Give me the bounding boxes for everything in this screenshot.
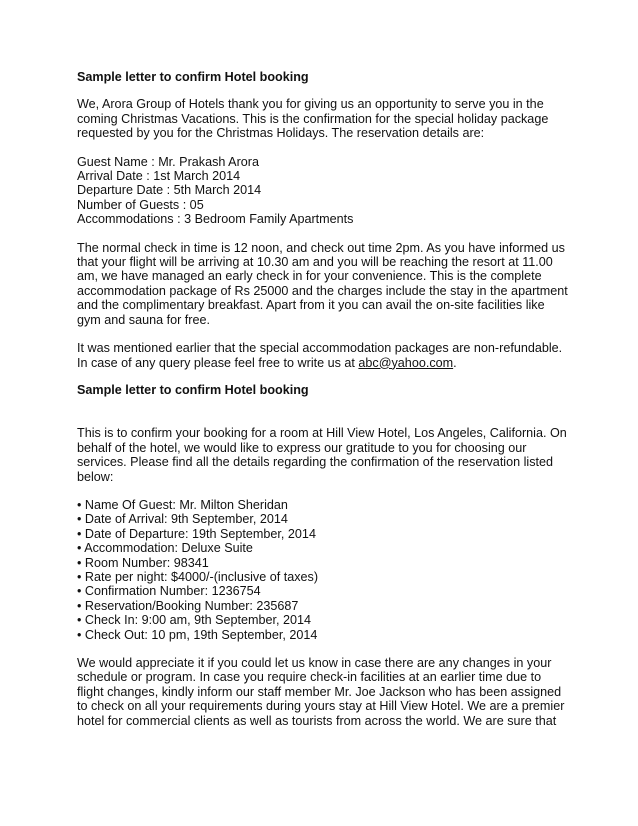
- letter2-intro-line: This is to confirm your booking for a room at Hill View Hotel, Los Angeles, California. On: [77, 426, 567, 441]
- letter1-body: [77, 241, 567, 327]
- letter1-details: [77, 155, 567, 227]
- letter1-body-line: accommodation package of Rs 25000 and the charges include the stay in the apartment: [77, 283, 568, 298]
- list-item: • Confirmation Number: 1236754: [77, 584, 261, 599]
- number-of-guests: Number of Guests : 05: [77, 197, 204, 212]
- letter1-body-line: The normal check in time is 12 noon, and check out time 2pm. As you have informed us: [77, 240, 565, 255]
- arrival-date: Arrival Date : 1st March 2014: [77, 169, 241, 184]
- document-page: [77, 70, 567, 728]
- letter2-closing-line: to check on all your requirements during yours stay at Hill View Hotel. We are a premier: [77, 699, 565, 714]
- list-item: • Date of Departure: 19th September, 2014: [77, 526, 316, 541]
- list-item: • Check In: 9:00 am, 9th September, 2014: [77, 613, 312, 628]
- list-item: • Name Of Guest: Mr. Milton Sheridan: [77, 497, 288, 512]
- letter1-intro-line: We, Arora Group of Hotels thank you for giving us an opportunity to serve you in the: [77, 97, 544, 112]
- list-item: • Date of Arrival: 9th September, 2014: [77, 512, 288, 527]
- letter2-closing-line: flight changes, kindly inform our staff member Mr. Joe Jackson who has been assigned: [77, 684, 562, 699]
- departure-date: Departure Date : 5th March 2014: [77, 183, 262, 198]
- email-link[interactable]: abc@yahoo.com: [358, 355, 454, 370]
- list-item: • Rate per night: $4000/-(inclusive of taxes): [77, 569, 319, 584]
- letter2-closing: [77, 656, 567, 728]
- letter1-intro: [77, 97, 567, 140]
- letter2-closing-line: schedule or program. In case you require check-in facilities at an earlier time due to: [77, 670, 542, 685]
- letter2-heading: Sample letter to confirm Hotel booking: [77, 382, 309, 397]
- letter1-intro-line: coming Christmas Vacations. This is the confirmation for the special holiday package: [77, 111, 549, 126]
- letter2-intro-line: services. Please find all the details regarding the confirmation of the reservation listed: [77, 455, 554, 470]
- list-item: • Room Number: 98341: [77, 555, 209, 570]
- letter2-bullet-list: [77, 498, 567, 642]
- letter1-closing-line: It was mentioned earlier that the special accommodation packages are non-refundable.: [77, 341, 563, 356]
- letter1-body-line: am, we have managed an early check in for your convenience. This is the complete: [77, 269, 542, 284]
- list-item: • Reservation/Booking Number: 235687: [77, 598, 299, 613]
- letter1-closing-line: [77, 356, 567, 370]
- list-item: • Check Out: 10 pm, 19th September, 2014: [77, 627, 318, 642]
- letter2-intro: [77, 426, 567, 484]
- letter1-heading: Sample letter to confirm Hotel booking: [77, 70, 309, 84]
- letter1-closing: [77, 341, 567, 370]
- letter1-body-line: gym and sauna for free.: [77, 312, 211, 327]
- letter2-intro-line: below:: [77, 469, 114, 484]
- letter1-body-line: and the complimentary breakfast. Apart from it you can avail the on-site facilities like: [77, 298, 545, 313]
- letter2-closing-line: We would appreciate it if you could let us know in case there are any changes in your: [77, 656, 552, 670]
- letter2-closing-line: hotel for commercial clients as well as tourists from across the world. We are sure that: [77, 713, 557, 728]
- guest-name: Guest Name : Mr. Prakash Arora: [77, 154, 259, 169]
- letter1-intro-line: requested by you for the Christmas Holidays. The reservation details are:: [77, 126, 485, 141]
- accommodations: Accommodations : 3 Bedroom Family Apartments: [77, 212, 354, 227]
- letter1-body-line: that your flight will be arriving at 10.30 am and you will be reaching the resort at 11.00: [77, 255, 553, 270]
- closing-prefix: In case of any query please feel free to write us at: [77, 355, 359, 370]
- list-item: • Accommodation: Deluxe Suite: [77, 541, 253, 556]
- letter2-intro-line: behalf of the hotel, we would like to express our gratitude to you for choosing our: [77, 440, 527, 455]
- closing-suffix: .: [453, 355, 457, 370]
